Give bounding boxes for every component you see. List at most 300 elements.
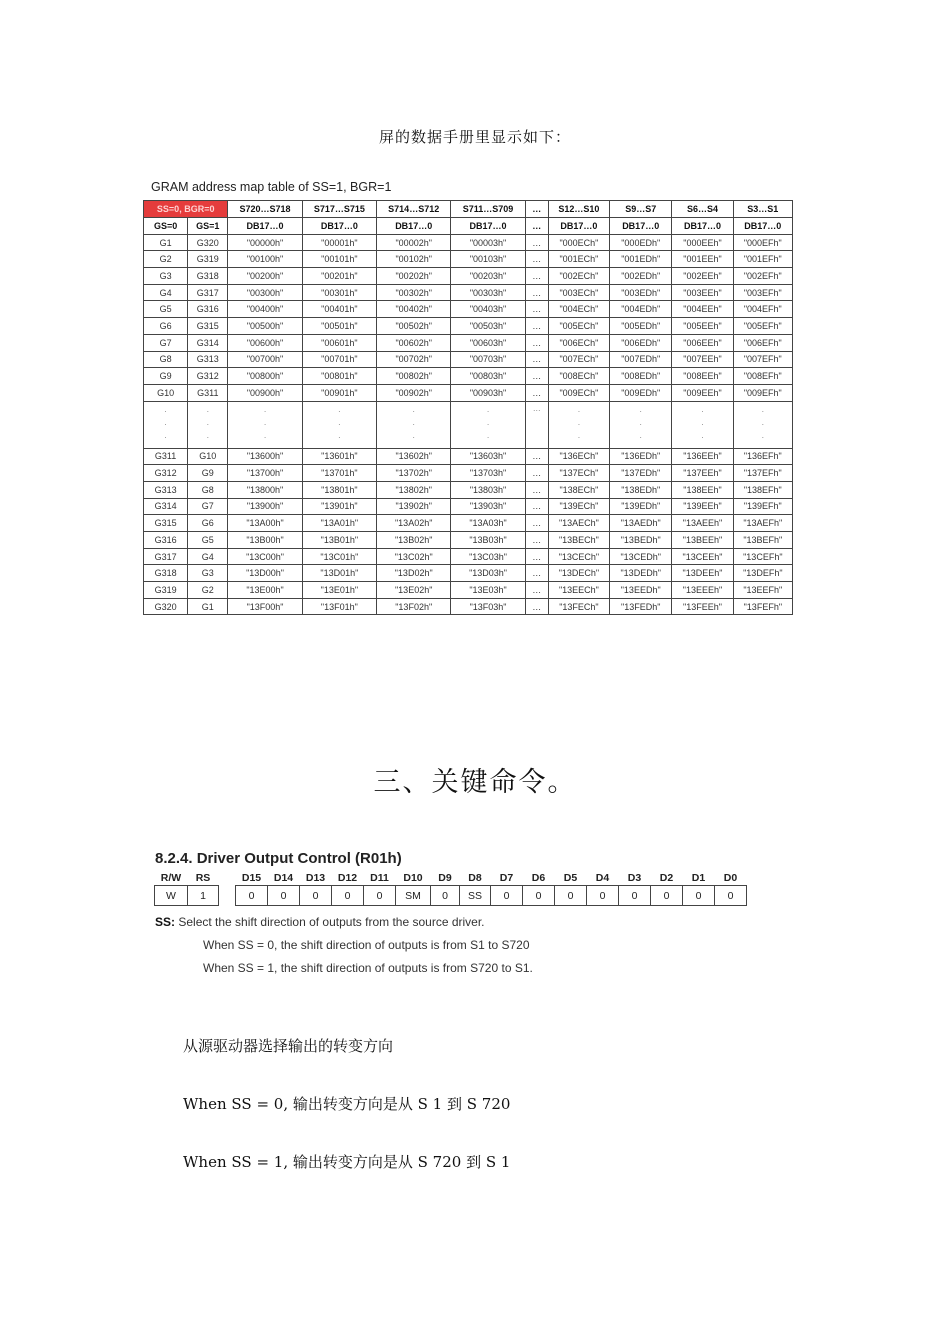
table-cell: "00002h" (377, 234, 451, 251)
ss-description (155, 915, 485, 929)
subheader-cell: DB17…0 (302, 218, 376, 235)
table-cell: … (525, 548, 548, 565)
subheader-cell: DB17…0 (733, 218, 792, 235)
table-cell: "009EFh" (733, 384, 792, 401)
bit-label: D1 (691, 871, 706, 884)
table-cell: "00901h" (302, 384, 376, 401)
table-cell: "13EEFh" (733, 582, 792, 599)
table-cell: G314 (188, 334, 228, 351)
table-cell: "13B02h" (377, 532, 451, 549)
table-cell: "13E00h" (228, 582, 302, 599)
table-cell: "002ECh" (548, 268, 609, 285)
table-cell: "006ECh" (548, 334, 609, 351)
table-row (144, 368, 793, 385)
subheader-cell: GS=1 (188, 218, 228, 235)
table-cell: "008EFh" (733, 368, 792, 385)
table-cell: "13603h" (451, 448, 525, 465)
table-cell: "002EFh" (733, 268, 792, 285)
table-cell: "13EECh" (548, 582, 609, 599)
table-cell: "138ECh" (548, 481, 609, 498)
table-cell: "007EDh" (610, 351, 672, 368)
table-cell: "00903h" (451, 384, 525, 401)
table-cell: G7 (144, 334, 188, 351)
table-cell: G2 (188, 582, 228, 599)
table-cell: "13BEFh" (733, 532, 792, 549)
table-cell: "13902h" (377, 498, 451, 515)
table-cell: "00703h" (451, 351, 525, 368)
table-cell: G314 (144, 498, 188, 515)
table-cell: "13900h" (228, 498, 302, 515)
table-cell: … (525, 384, 548, 401)
table-cell: "00503h" (451, 318, 525, 335)
table-cell: "00701h" (302, 351, 376, 368)
table-cell: "00402h" (377, 301, 451, 318)
bit-label: RS (195, 871, 211, 884)
table-row (144, 565, 793, 582)
table-cell: "00001h" (302, 234, 376, 251)
table-cell: "00203h" (451, 268, 525, 285)
cn-line-1: 从源驱动器选择输出的转变方向 (183, 1037, 394, 1055)
table-cell: "13700h" (228, 465, 302, 482)
table-cell: G317 (144, 548, 188, 565)
table-cell: "13E03h" (451, 582, 525, 599)
table-cell: "000ECh" (548, 234, 609, 251)
table-cell: … (525, 448, 548, 465)
table-cell: "13AEFh" (733, 515, 792, 532)
table-cell: "13600h" (228, 448, 302, 465)
table-cell: "13CEFh" (733, 548, 792, 565)
table-cell: "13F02h" (377, 598, 451, 615)
table-cell: "13F03h" (451, 598, 525, 615)
table-cell: G319 (144, 582, 188, 599)
bit-label: D14 (273, 871, 294, 884)
table-cell: "007EEh" (672, 351, 733, 368)
ellipsis-cell: · · · (733, 401, 792, 448)
table-cell: "005EDh" (610, 318, 672, 335)
table-cell: "13EEEh" (672, 582, 733, 599)
table-cell: "13B03h" (451, 532, 525, 549)
table-cell: "13803h" (451, 481, 525, 498)
table-cell: "00702h" (377, 351, 451, 368)
table-cell: "13800h" (228, 481, 302, 498)
ellipsis-cell: · · · (228, 401, 302, 448)
header-cell: … (525, 201, 548, 218)
table-cell: G2 (144, 251, 188, 268)
table-cell: … (525, 598, 548, 615)
table-cell: "13703h" (451, 465, 525, 482)
table-cell: "004ECh" (548, 301, 609, 318)
table-cell: G313 (144, 481, 188, 498)
ss-label: SS: (155, 915, 176, 929)
cn-line-2: When SS = 0, 输出转变方向是从 S 1 到 S 720 (183, 1095, 511, 1113)
table-cell: "00600h" (228, 334, 302, 351)
gram-address-table (143, 200, 793, 615)
cn-line-3: When SS = 1, 输出转变方向是从 S 720 到 S 1 (183, 1153, 511, 1171)
table-cell: … (525, 481, 548, 498)
bit-label: D8 (468, 871, 482, 884)
table-cell: "13601h" (302, 448, 376, 465)
table-cell: "00303h" (451, 284, 525, 301)
header-cell: S9…S7 (610, 201, 672, 218)
table-cell: "138EFh" (733, 481, 792, 498)
table-cell: "13DECh" (548, 565, 609, 582)
table-cell: "00902h" (377, 384, 451, 401)
bit-value: 1 (188, 886, 219, 906)
bit-label: D2 (659, 871, 674, 884)
table-row (144, 268, 793, 285)
table-cell: "13DEEh" (672, 565, 733, 582)
table-cell: "000EFh" (733, 234, 792, 251)
table-cell: "003EEh" (672, 284, 733, 301)
table-cell: "009EEh" (672, 384, 733, 401)
bit-label: D11 (370, 871, 389, 884)
table-row (144, 498, 793, 515)
table-cell: "00800h" (228, 368, 302, 385)
ellipsis-cell: · · · (377, 401, 451, 448)
bit-label-row (155, 870, 747, 886)
table-cell: G320 (188, 234, 228, 251)
table-cell: "006EEh" (672, 334, 733, 351)
table-cell: G6 (144, 318, 188, 335)
table-cell: "001ECh" (548, 251, 609, 268)
table-cell: "136EFh" (733, 448, 792, 465)
table-cell: "13A00h" (228, 515, 302, 532)
table-cell: G10 (144, 384, 188, 401)
table-cell: … (525, 251, 548, 268)
table-cell: … (525, 565, 548, 582)
table-cell: "139EDh" (610, 498, 672, 515)
subheader-cell: DB17…0 (451, 218, 525, 235)
bit-value: 0 (268, 886, 300, 906)
table-cell: "003EDh" (610, 284, 672, 301)
table-cell: "00202h" (377, 268, 451, 285)
ellipsis-cell: · · · (451, 401, 525, 448)
table-cell: "13903h" (451, 498, 525, 515)
table-cell: G8 (144, 351, 188, 368)
table-cell: "137EFh" (733, 465, 792, 482)
table-row (144, 515, 793, 532)
table-cell: "137EEh" (672, 465, 733, 482)
ellipsis-cell: · · · (548, 401, 609, 448)
bit-value: 0 (523, 886, 555, 906)
bit-label (219, 870, 236, 886)
bit-label: D15 (241, 871, 262, 884)
table-cell: "138EEh" (672, 481, 733, 498)
table-cell: "009ECh" (548, 384, 609, 401)
table-cell: "00502h" (377, 318, 451, 335)
table-cell: "13FEEh" (672, 598, 733, 615)
table-cell: "139EEh" (672, 498, 733, 515)
table-cell: "00801h" (302, 368, 376, 385)
table-cell: "13B00h" (228, 532, 302, 549)
table-cell: "13F01h" (302, 598, 376, 615)
table-cell: "13EEDh" (610, 582, 672, 599)
bit-label: D3 (627, 871, 642, 884)
table-cell: G4 (144, 284, 188, 301)
table-cell: "13AEEh" (672, 515, 733, 532)
table-cell: G312 (188, 368, 228, 385)
ellipsis-cell: · · · (302, 401, 376, 448)
table-cell: G320 (144, 598, 188, 615)
bit-value-row (155, 886, 747, 906)
header-cell: SS=0, BGR=0 (144, 201, 228, 218)
table-cell: G5 (188, 532, 228, 549)
table-cell: "13BECh" (548, 532, 609, 549)
table-cell: … (525, 368, 548, 385)
table-cell: … (525, 498, 548, 515)
bit-value: 0 (587, 886, 619, 906)
table-cell: G5 (144, 301, 188, 318)
table-cell: G4 (188, 548, 228, 565)
table-cell: G313 (188, 351, 228, 368)
table-cell: "009EDh" (610, 384, 672, 401)
table-cell: "001EEh" (672, 251, 733, 268)
table-cell: "13CEDh" (610, 548, 672, 565)
table-cell: "13AECh" (548, 515, 609, 532)
table-row (144, 251, 793, 268)
table-cell: "002EEh" (672, 268, 733, 285)
bit-value: SM (396, 886, 431, 906)
table-cell: G3 (188, 565, 228, 582)
header-cell: S720…S718 (228, 201, 302, 218)
table-cell: G316 (188, 301, 228, 318)
section-title: 三、关键命令。 (373, 767, 577, 798)
table-cell: G8 (188, 481, 228, 498)
table-cell: G318 (188, 268, 228, 285)
table-cell: "139ECh" (548, 498, 609, 515)
table-cell: "007EFh" (733, 351, 792, 368)
table-cell: G317 (188, 284, 228, 301)
table-cell: "00900h" (228, 384, 302, 401)
table-cell: "13C02h" (377, 548, 451, 565)
table-row (144, 582, 793, 599)
table-cell: … (525, 334, 548, 351)
table-cell: "00802h" (377, 368, 451, 385)
table-cell: "00102h" (377, 251, 451, 268)
table-cell: "13B01h" (302, 532, 376, 549)
table-cell: "13D00h" (228, 565, 302, 582)
table-cell: … (525, 301, 548, 318)
bit-value: 0 (555, 886, 587, 906)
header-cell: S6…S4 (672, 201, 733, 218)
table-cell: "00501h" (302, 318, 376, 335)
table-cell: G315 (144, 515, 188, 532)
table-row (144, 301, 793, 318)
table-cell: "13802h" (377, 481, 451, 498)
table-cell: G312 (144, 465, 188, 482)
table-row (144, 465, 793, 482)
subheader-cell: … (525, 218, 548, 235)
table-cell: "00803h" (451, 368, 525, 385)
table-cell: G6 (188, 515, 228, 532)
subheader-cell: DB17…0 (610, 218, 672, 235)
table-cell: "00101h" (302, 251, 376, 268)
table-cell: "136EEh" (672, 448, 733, 465)
table-cell: "136ECh" (548, 448, 609, 465)
header-cell: S12…S10 (548, 201, 609, 218)
table-cell: "13FEFh" (733, 598, 792, 615)
ellipsis-cell: … (525, 401, 548, 448)
table-cell: "001EFh" (733, 251, 792, 268)
gram-table-title: GRAM address map table of SS=1, BGR=1 (151, 180, 392, 194)
table-cell: G1 (188, 598, 228, 615)
bit-value: 0 (236, 886, 268, 906)
table-row (144, 548, 793, 565)
header-cell: S717…S715 (302, 201, 376, 218)
table-cell: G1 (144, 234, 188, 251)
table-cell: "13BEEh" (672, 532, 733, 549)
table-cell: "13D03h" (451, 565, 525, 582)
table-cell: G10 (188, 448, 228, 465)
table-row (144, 384, 793, 401)
bit-label: D6 (531, 871, 546, 884)
header-cell: S714…S712 (377, 201, 451, 218)
ellipsis-row (144, 401, 793, 448)
bit-value: 0 (715, 886, 747, 906)
register-bit-table (154, 870, 747, 906)
table-row (144, 318, 793, 335)
table-cell: … (525, 268, 548, 285)
bit-value: 0 (491, 886, 523, 906)
table-row (144, 334, 793, 351)
table-cell: "13D01h" (302, 565, 376, 582)
bit-label: R/W (160, 871, 182, 884)
ss-description-text: Select the shift direction of outputs from the source driver. (175, 915, 485, 929)
table-cell: G9 (144, 368, 188, 385)
table-cell: "00200h" (228, 268, 302, 285)
bit-label: D0 (723, 871, 738, 884)
table-cell: "00602h" (377, 334, 451, 351)
table-cell: G311 (188, 384, 228, 401)
bit-label: D9 (438, 871, 452, 884)
table-cell: G318 (144, 565, 188, 582)
ellipsis-cell: · · · (610, 401, 672, 448)
bit-label: D10 (403, 871, 423, 884)
table-subheader-row (144, 218, 793, 235)
table-cell: G9 (188, 465, 228, 482)
bit-value (219, 886, 236, 906)
table-cell: "006EDh" (610, 334, 672, 351)
table-cell: "138EDh" (610, 481, 672, 498)
bit-value: 0 (651, 886, 683, 906)
table-cell: … (525, 465, 548, 482)
table-cell: "00601h" (302, 334, 376, 351)
table-cell: "007ECh" (548, 351, 609, 368)
table-cell: "00301h" (302, 284, 376, 301)
table-cell: … (525, 532, 548, 549)
table-cell: "13FECh" (548, 598, 609, 615)
table-cell: "13FEDh" (610, 598, 672, 615)
table-cell: "00103h" (451, 251, 525, 268)
table-cell: "00201h" (302, 268, 376, 285)
table-header-row (144, 201, 793, 218)
bit-value: SS (460, 886, 491, 906)
table-cell: "136EDh" (610, 448, 672, 465)
table-cell: "005EEh" (672, 318, 733, 335)
bit-label: D13 (305, 871, 326, 884)
table-cell: "00700h" (228, 351, 302, 368)
bit-label: D4 (595, 871, 610, 884)
table-cell: "002EDh" (610, 268, 672, 285)
table-cell: … (525, 515, 548, 532)
table-cell: "006EFh" (733, 334, 792, 351)
bit-value: 0 (683, 886, 715, 906)
table-cell: "13D02h" (377, 565, 451, 582)
table-cell: "000EDh" (610, 234, 672, 251)
subheader-cell: DB17…0 (228, 218, 302, 235)
ellipsis-cell: · · · (188, 401, 228, 448)
table-cell: "13E02h" (377, 582, 451, 599)
subheader-cell: DB17…0 (377, 218, 451, 235)
table-row (144, 234, 793, 251)
table-cell: "13701h" (302, 465, 376, 482)
table-row (144, 598, 793, 615)
table-cell: "00300h" (228, 284, 302, 301)
table-cell: "00603h" (451, 334, 525, 351)
table-cell: "008ECh" (548, 368, 609, 385)
table-cell: "001EDh" (610, 251, 672, 268)
table-cell: … (525, 234, 548, 251)
table-cell: "004EDh" (610, 301, 672, 318)
table-cell: "137EDh" (610, 465, 672, 482)
table-cell: … (525, 284, 548, 301)
table-cell: "13A03h" (451, 515, 525, 532)
header-cell: S3…S1 (733, 201, 792, 218)
table-row (144, 351, 793, 368)
table-cell: "13CEEh" (672, 548, 733, 565)
table-cell: "137ECh" (548, 465, 609, 482)
table-cell: "13901h" (302, 498, 376, 515)
table-cell: "004EFh" (733, 301, 792, 318)
table-cell: "13602h" (377, 448, 451, 465)
bit-value: 0 (332, 886, 364, 906)
subheader-cell: GS=0 (144, 218, 188, 235)
table-cell: "003ECh" (548, 284, 609, 301)
table-cell: "13A01h" (302, 515, 376, 532)
bit-label: D7 (499, 871, 514, 884)
table-cell: "13F00h" (228, 598, 302, 615)
bit-label: D12 (337, 871, 358, 884)
table-cell: "008EEh" (672, 368, 733, 385)
table-cell: "00400h" (228, 301, 302, 318)
table-cell: "008EDh" (610, 368, 672, 385)
table-row (144, 284, 793, 301)
ellipsis-cell: · · · (144, 401, 188, 448)
bit-value: 0 (300, 886, 332, 906)
table-cell: "13C01h" (302, 548, 376, 565)
table-row (144, 532, 793, 549)
table-cell: "13702h" (377, 465, 451, 482)
table-row (144, 448, 793, 465)
table-cell: "13C03h" (451, 548, 525, 565)
table-cell: "003EFh" (733, 284, 792, 301)
table-cell: "00003h" (451, 234, 525, 251)
table-cell: "13DEDh" (610, 565, 672, 582)
table-row (144, 481, 793, 498)
ss-line-2: When SS = 1, the shift direction of outputs is from S720 to S1. (203, 961, 533, 975)
table-cell: "005EFh" (733, 318, 792, 335)
intro-text: 屏的数据手册里显示如下： (378, 128, 571, 146)
table-cell: … (525, 582, 548, 599)
header-cell: S711…S709 (451, 201, 525, 218)
table-cell: "13AEDh" (610, 515, 672, 532)
table-cell: G311 (144, 448, 188, 465)
subheader-cell: DB17…0 (548, 218, 609, 235)
table-cell: "13801h" (302, 481, 376, 498)
table-cell: G316 (144, 532, 188, 549)
table-cell: "00403h" (451, 301, 525, 318)
table-cell: "00401h" (302, 301, 376, 318)
